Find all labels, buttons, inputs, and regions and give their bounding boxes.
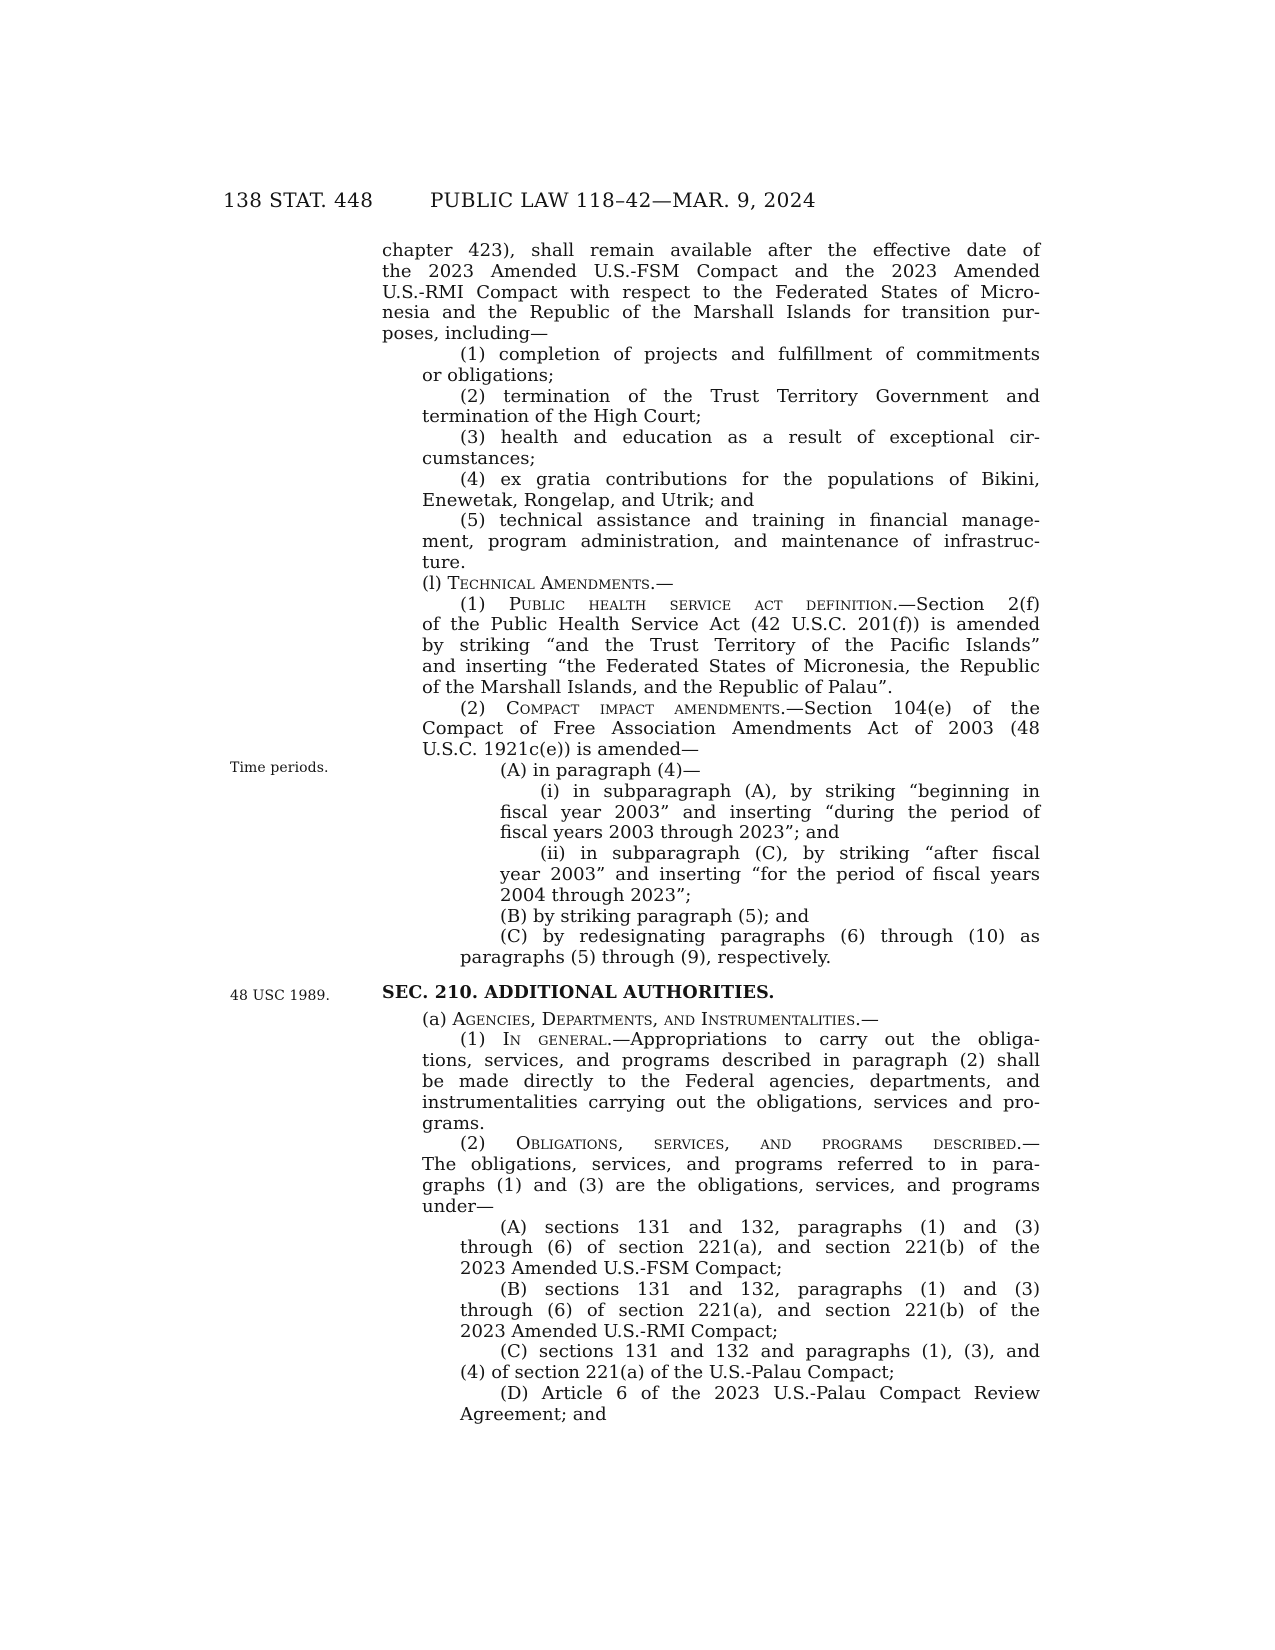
text-line [460, 1259, 1040, 1280]
text-line [422, 491, 1040, 512]
text-line [460, 1301, 1040, 1322]
small-caps-run: Technical Amendments [447, 572, 650, 594]
text-line [422, 366, 1040, 387]
text-run: nesia and the Republic of the Marshall Islands for transition pur- [382, 302, 1040, 324]
text-run: (4) ex gratia contributions for the populations of Bikini, [460, 468, 1040, 490]
text-line [460, 1363, 1040, 1384]
text-line [500, 1342, 1040, 1363]
text-line [422, 719, 1040, 740]
text-run: (2) termination of the Trust Territory Government and [460, 385, 1040, 407]
text-run: .—Appropriations to carry out the obliga- [606, 1029, 1041, 1051]
text-run: under— [422, 1195, 494, 1217]
small-caps-run: Public health service act definition [508, 593, 893, 615]
text-run: 2023 Amended U.S.-RMI Compact; [460, 1320, 779, 1342]
text-run: be made directly to the Federal agencies, departments, and [422, 1071, 1040, 1093]
text-line [382, 262, 1040, 283]
text-run: ture. [422, 551, 466, 573]
text-run: or obligations; [422, 364, 555, 386]
text-line [422, 1176, 1040, 1197]
text-run: SEC. 210. ADDITIONAL AUTHORITIES. [382, 982, 775, 1003]
text-run: (C) by redesignating paragraphs (6) through (10) as [500, 926, 1040, 948]
text-run: termination of the High Court; [422, 406, 702, 428]
text-line [500, 803, 1040, 824]
text-run: (3) health and education as a result of exceptional cir- [460, 427, 1040, 449]
text-run: .—Section 2(f) [892, 593, 1040, 615]
text-line [460, 387, 1040, 408]
text-line [382, 283, 1040, 304]
text-line [422, 1155, 1040, 1176]
text-line [382, 241, 1040, 262]
text-run: (1) [460, 1029, 503, 1051]
text-run: (A) in paragraph (4)— [500, 759, 701, 781]
text-run: instrumentalities carrying out the obligations, services and pro- [422, 1091, 1040, 1113]
text-run: 2023 Amended U.S.-FSM Compact; [460, 1258, 783, 1280]
text-run: .—Section 104(e) of the [780, 697, 1040, 719]
text-line [500, 1280, 1040, 1301]
text-run: Compact of Free Association Amendments Act of 2003 (48 [422, 718, 1040, 740]
text-line [422, 532, 1040, 553]
text-run: .— [1016, 1133, 1040, 1155]
small-caps-run: In general [502, 1029, 607, 1051]
text-line [540, 844, 1040, 865]
text-line [460, 1322, 1040, 1343]
margin-note-time-periods: Time periods. [230, 760, 329, 776]
text-line [422, 636, 1040, 657]
text-line [460, 345, 1040, 366]
section-heading [382, 983, 1040, 1004]
text-line [422, 1197, 1040, 1218]
text-run: (ii) in subparagraph (C), by striking “after fiscal [540, 843, 1040, 865]
text-run: Enewetak, Rongelap, and Utrik; and [422, 489, 755, 511]
text-line [422, 1114, 1040, 1135]
text-run: (B) sections 131 and 132, paragraphs (1) and (3) [500, 1279, 1040, 1301]
text-line [422, 574, 1040, 595]
text-line [460, 428, 1040, 449]
text-run: through (6) of section 221(a), and section 221(b) of the [460, 1237, 1040, 1259]
text-line [460, 1030, 1040, 1051]
text-line [460, 1134, 1040, 1155]
text-line [500, 927, 1040, 948]
document-body [382, 241, 1040, 1426]
text-run: (1) completion of projects and fulfillment of commitments [460, 343, 1040, 365]
text-line [500, 886, 1040, 907]
text-line [460, 511, 1040, 532]
text-line [460, 1405, 1040, 1426]
text-line [460, 699, 1040, 720]
text-run: by striking “and the Trust Territory of the Pacific Islands” [422, 635, 1040, 657]
text-run: fiscal year 2003” and inserting “during the period of [500, 801, 1040, 823]
text-run: the 2023 Amended U.S.-FSM Compact and the 2023 Amended [382, 260, 1040, 282]
text-line [422, 1072, 1040, 1093]
text-line [422, 657, 1040, 678]
text-run: 2004 through 2023”; [500, 884, 692, 906]
text-run: year 2003” and inserting “for the period of fiscal years [500, 863, 1040, 885]
text-line [540, 782, 1040, 803]
text-line [500, 761, 1040, 782]
text-run: ment, program administration, and maintenance of infrastruc- [422, 531, 1040, 553]
text-run: (D) Article 6 of the 2023 U.S.-Palau Compact Review [500, 1383, 1040, 1405]
text-run: (4) of section 221(a) of the U.S.-Palau Compact; [460, 1362, 895, 1384]
stat-page-number: 138 STAT. 448 [223, 188, 374, 212]
text-line [422, 1051, 1040, 1072]
text-run: (A) sections 131 and 132, paragraphs (1) and (3) [500, 1216, 1040, 1238]
text-line [500, 823, 1040, 844]
text-run: U.S.C. 1921c(e)) is amended— [422, 739, 700, 761]
text-run: (2) [460, 697, 507, 719]
text-run: graphs (1) and (3) are the obligations, services, and programs [422, 1175, 1040, 1197]
text-line [422, 678, 1040, 699]
text-run: (5) technical assistance and training in financial manage- [460, 510, 1040, 532]
text-run: poses, including— [382, 323, 549, 345]
text-run: and inserting “the Federated States of Micronesia, the Republic [422, 655, 1040, 677]
text-run: (l) [422, 572, 448, 594]
text-line [500, 1384, 1040, 1405]
law-title: PUBLIC LAW 118–42—MAR. 9, 2024 [430, 188, 816, 212]
text-run: cumstances; [422, 447, 536, 469]
text-line [500, 1218, 1040, 1239]
text-line [422, 1093, 1040, 1114]
text-run: Agreement; and [460, 1403, 607, 1425]
text-run: The obligations, services, and programs referred to in para- [422, 1154, 1040, 1176]
text-line [422, 449, 1040, 470]
text-run: of the Marshall Islands, and the Republic of Palau”. [422, 676, 893, 698]
text-line [460, 595, 1040, 616]
text-run: (B) by striking paragraph (5); and [500, 905, 810, 927]
text-line [422, 740, 1040, 761]
text-line [382, 324, 1040, 345]
text-line [460, 470, 1040, 491]
text-run: .— [649, 572, 674, 594]
small-caps-run: Compact impact amendments [506, 697, 781, 719]
margin-note-usc-citation: 48 USC 1989. [230, 988, 331, 1004]
text-run: (C) sections 131 and 132 and paragraphs (1), (3), and [500, 1341, 1040, 1363]
text-line [422, 553, 1040, 574]
text-line [500, 907, 1040, 928]
text-line [460, 1238, 1040, 1259]
text-run: .— [855, 1008, 879, 1030]
text-run: fiscal years 2003 through 2023”; and [500, 822, 840, 844]
text-run: U.S.-RMI Compact with respect to the Federated States of Micro- [382, 281, 1040, 303]
text-run: (a) [422, 1008, 453, 1030]
text-line [460, 948, 1040, 969]
text-line [382, 303, 1040, 324]
text-run: (1) [460, 593, 509, 615]
text-run: tions, services, and programs described in paragraph (2) shall [422, 1050, 1040, 1072]
text-run: paragraphs (5) through (9), respectively. [460, 947, 832, 969]
text-run: (i) in subparagraph (A), by striking “beginning in [540, 780, 1040, 802]
text-run: (2) [460, 1133, 516, 1155]
text-run: chapter 423), shall remain available after the effective date of [382, 240, 1040, 261]
text-line [500, 865, 1040, 886]
text-line [422, 615, 1040, 636]
text-line [422, 1010, 1040, 1031]
text-run: through (6) of section 221(a), and section 221(b) of the [460, 1299, 1040, 1321]
small-caps-run: Obligations, services, and programs described [515, 1133, 1017, 1155]
small-caps-run: Agencies, Departments, and Instrumentalities [452, 1008, 856, 1030]
text-line [422, 407, 1040, 428]
text-run: of the Public Health Service Act (42 U.S.C. 201(f)) is amended [422, 614, 1040, 636]
text-run: grams. [422, 1112, 485, 1134]
